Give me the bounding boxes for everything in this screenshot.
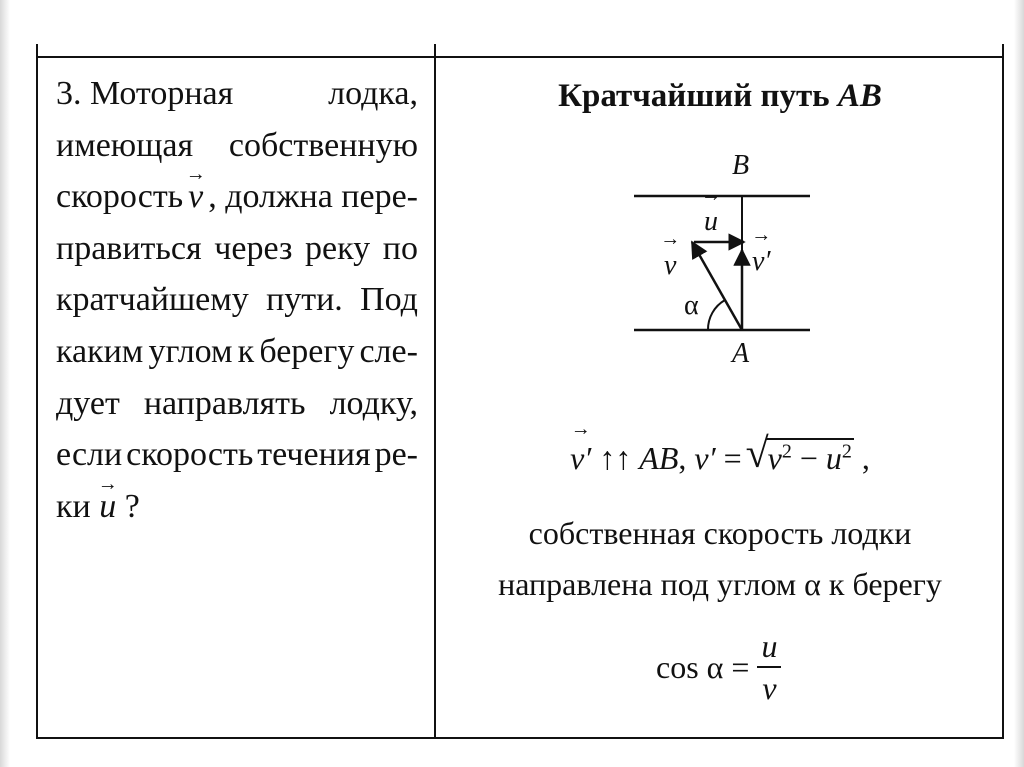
radicand-v: v bbox=[767, 440, 782, 476]
task-word: сле- bbox=[359, 332, 418, 370]
v-arrow bbox=[692, 242, 742, 330]
vector-diagram bbox=[624, 150, 824, 380]
vector-v-symbol: → v bbox=[188, 171, 203, 223]
formula-comma: , bbox=[861, 440, 870, 476]
fraction-numerator: u bbox=[761, 628, 778, 664]
vector-diagram-svg bbox=[624, 150, 824, 380]
task-word: через bbox=[214, 229, 293, 267]
ab-symbol: AB bbox=[639, 440, 679, 476]
explanation-line: направлена под углом α к берегу bbox=[498, 566, 942, 602]
task-word: по bbox=[382, 229, 418, 267]
table-left-border bbox=[36, 44, 38, 739]
fraction-denominator: v bbox=[762, 670, 777, 706]
page-edge-left bbox=[0, 0, 10, 767]
table-top-border bbox=[36, 56, 1004, 58]
task-word: , должна пере- bbox=[208, 178, 418, 216]
task-word: собственную bbox=[228, 126, 418, 164]
codirectional-symbol: ↑↑ bbox=[599, 440, 632, 476]
task-word: ки bbox=[56, 487, 91, 525]
task-word: течения bbox=[257, 436, 371, 474]
solution-title-ab: AB bbox=[837, 78, 882, 114]
solution-title bbox=[440, 78, 1000, 115]
formula-comma: , bbox=[678, 440, 687, 476]
solution-title-text: Кратчайший путь bbox=[558, 78, 830, 114]
task-word: если bbox=[56, 436, 123, 474]
point-a-label: A bbox=[732, 338, 750, 369]
v-prime-magnitude: v′ bbox=[694, 440, 716, 476]
table-bottom-border bbox=[36, 737, 1004, 739]
task-line bbox=[56, 223, 418, 275]
fraction bbox=[755, 626, 783, 708]
task-word: дует bbox=[56, 384, 120, 422]
radicand-u: u bbox=[825, 440, 842, 476]
shortest-path-formula bbox=[440, 438, 1000, 477]
angle-alpha-arc bbox=[708, 300, 725, 330]
task-line bbox=[56, 481, 418, 533]
task-word: ? bbox=[124, 487, 140, 525]
task-line bbox=[56, 68, 418, 120]
task-line bbox=[56, 378, 418, 430]
task-word: берегу bbox=[259, 332, 355, 370]
task-line bbox=[56, 171, 418, 223]
task-word: правиться bbox=[56, 229, 202, 267]
point-b-label: B bbox=[732, 150, 750, 181]
cos-alpha-formula bbox=[656, 622, 783, 712]
task-word: Под bbox=[360, 281, 418, 319]
alpha-angle-label: α bbox=[684, 290, 699, 321]
cos-alpha-lhs: cos α = bbox=[656, 648, 750, 685]
task-line bbox=[56, 274, 418, 326]
u-vector-label: → u bbox=[704, 206, 718, 238]
task-word: кратчайшему bbox=[56, 281, 249, 319]
radicand bbox=[766, 438, 854, 477]
task-line bbox=[56, 326, 418, 378]
solution-explanation bbox=[440, 508, 1000, 610]
v-prime-vector-symbol: → v′ bbox=[570, 440, 591, 477]
table-column-divider bbox=[434, 44, 436, 739]
task-word: скорость bbox=[56, 178, 184, 216]
task-word: скорость bbox=[126, 436, 254, 474]
task-word: ре- bbox=[374, 436, 418, 474]
page-edge-right bbox=[1014, 0, 1024, 767]
vector-u-symbol: → u bbox=[99, 481, 116, 533]
v-vector-label: → v bbox=[664, 250, 676, 282]
table-right-border bbox=[1002, 44, 1004, 739]
v-prime-vector-label: → v′ bbox=[752, 246, 771, 278]
minus-sign: − bbox=[799, 440, 818, 476]
explanation-line: собственная скорость лодки bbox=[528, 515, 912, 551]
task-word: углом bbox=[148, 332, 233, 370]
task-word: лодку, bbox=[329, 384, 418, 422]
task-word: к bbox=[237, 332, 255, 370]
exponent: 2 bbox=[781, 440, 792, 463]
task-line bbox=[56, 120, 418, 172]
exponent: 2 bbox=[841, 440, 852, 463]
square-root bbox=[750, 438, 854, 477]
task-text bbox=[56, 68, 418, 532]
task-word: 3. Моторная bbox=[56, 75, 234, 112]
task-word: каким bbox=[56, 332, 144, 370]
task-word: направлять bbox=[143, 384, 306, 422]
task-word: имеющая bbox=[56, 126, 194, 164]
task-word: лодка, bbox=[328, 75, 418, 112]
task-word: пути. bbox=[266, 281, 343, 319]
equals-sign: = bbox=[723, 440, 742, 476]
task-word: реку bbox=[305, 229, 371, 267]
